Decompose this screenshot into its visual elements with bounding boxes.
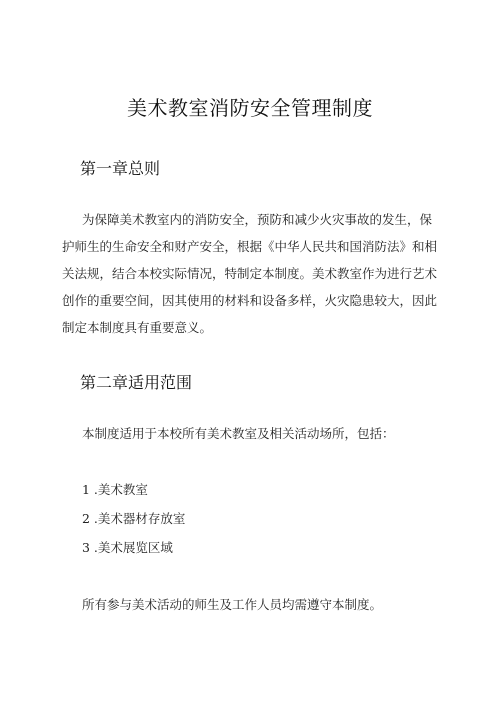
document-title: 美术教室消防安全管理制度 bbox=[127, 96, 373, 120]
list-item: 3 .美术展览区域 bbox=[82, 540, 173, 555]
paragraph-line: 为保障美术教室内的消防安全，预防和减少火灾事故的发生，保 bbox=[82, 212, 433, 227]
closing-text: 所有参与美术活动的师生及工作人员均需遵守本制度。 bbox=[82, 597, 383, 612]
paragraph-line: 护师生的生命安全和财产安全，根据《中华人民共和国消防法》和相 bbox=[62, 239, 438, 254]
list-item: 1 .美术教室 bbox=[82, 482, 148, 497]
list-item: 2 .美术器材存放室 bbox=[82, 511, 186, 526]
chapter-2-heading: 第二章适用范围 bbox=[80, 373, 193, 392]
paragraph-line: 创作的重要空间，因其使用的材料和设备多样，火灾隐患较大，因此 bbox=[62, 293, 438, 308]
chapter-1-heading: 第一章总则 bbox=[80, 159, 161, 178]
paragraph-line: 关法规，结合本校实际情况，特制定本制度。美术教室作为进行艺术 bbox=[62, 266, 438, 281]
scope-intro-text: 本制度适用于本校所有美术教室及相关活动场所，包括： bbox=[82, 426, 395, 441]
paragraph-line: 制定本制度具有重要意义。 bbox=[62, 320, 213, 335]
chapter-1-paragraph bbox=[62, 206, 437, 341]
